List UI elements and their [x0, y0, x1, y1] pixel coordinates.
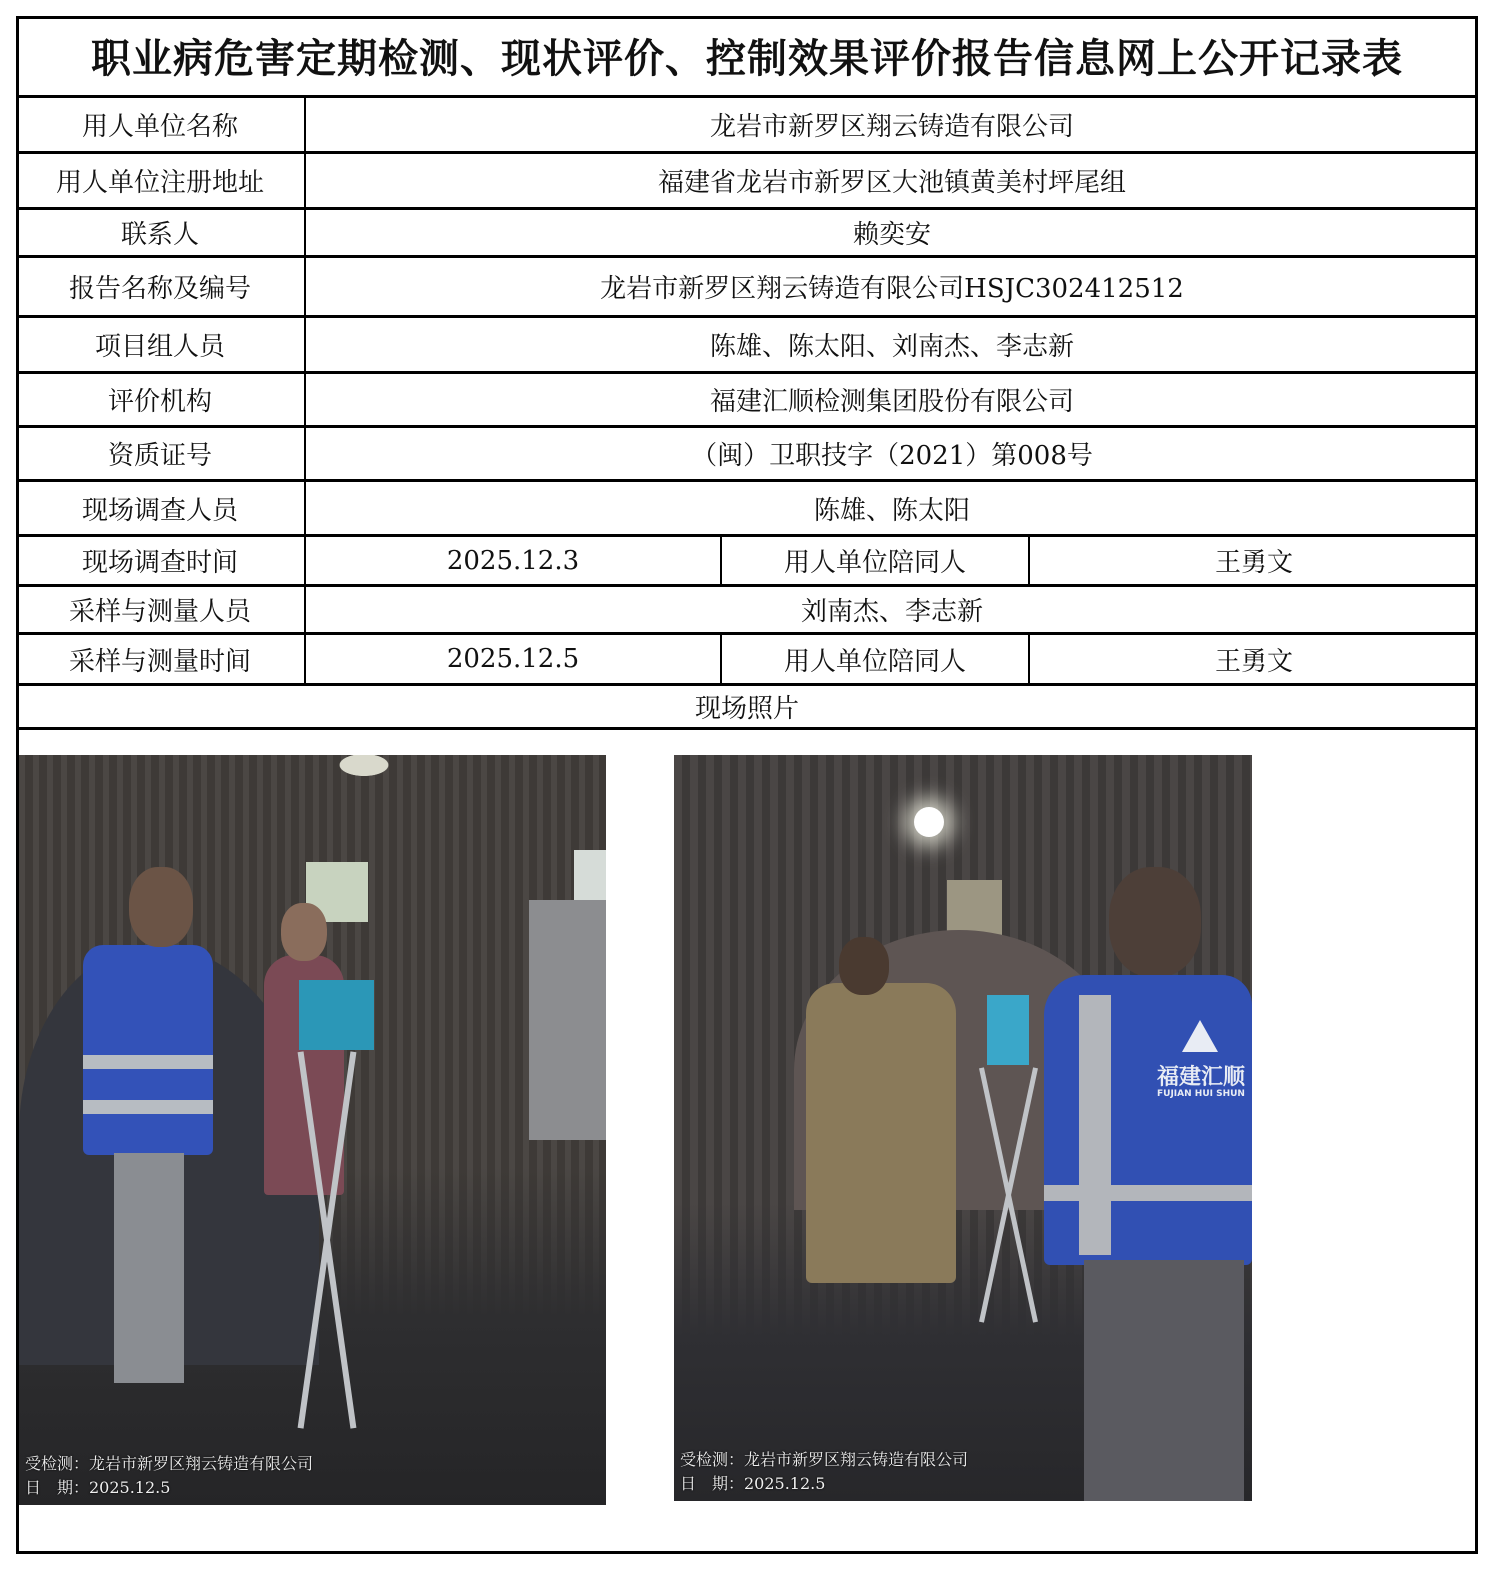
label-survey-staff: 现场调查人员: [16, 482, 306, 534]
worker-camouflage-head: [839, 937, 889, 995]
label-certificate: 资质证号: [16, 428, 306, 479]
site-photo-2: [674, 755, 1252, 1501]
value-company-name: 龙岩市新罗区翔云铸造有限公司: [709, 112, 1074, 142]
value-survey-staff: 陈雄、陈太阳: [813, 495, 970, 526]
sampler-instrument: [987, 995, 1029, 1065]
value-report: 龙岩市新罗区翔云铸造有限公司HSJC302412512: [600, 274, 1184, 304]
photo-2-watermark-date: 日 期：2025.12.5: [680, 1474, 826, 1493]
vest-stripe: [1079, 995, 1111, 1255]
label-report: 报告名称及编号: [16, 258, 306, 315]
row-sampling-staff: [16, 587, 1478, 635]
worker-head: [129, 867, 193, 947]
value-sampling-staff: 刘南杰、李志新: [800, 597, 983, 627]
label-contact: 联系人: [16, 210, 306, 255]
vest-stripe: [83, 1100, 213, 1114]
row-address: [16, 154, 1478, 210]
row-company-name: [16, 98, 1478, 154]
value-sampling-date: 2025.12.5: [306, 635, 722, 683]
row-contact: [16, 210, 1478, 258]
row-report: [16, 258, 1478, 318]
value-address: 福建省龙岩市新罗区大池镇黄美村坪尾组: [657, 168, 1126, 198]
label-address: 用人单位注册地址: [16, 154, 306, 207]
document-title: 职业病危害定期检测、现状评价、控制效果评价报告信息网上公开记录表: [16, 16, 1478, 98]
value-certificate: （闽）卫职技字（2021）第008号: [691, 441, 1093, 471]
vest-brand-text: 福建汇顺: [1157, 1065, 1246, 1090]
label-survey-companion: 用人单位陪同人: [722, 537, 1030, 584]
value-project-team: 陈雄、陈太阳、刘南杰、李志新: [709, 332, 1074, 362]
row-project-team: [16, 318, 1478, 374]
row-certificate: [16, 428, 1478, 482]
vest-stripe: [83, 1055, 213, 1069]
vest-logo-icon: [1182, 1020, 1218, 1052]
inspector-head: [1109, 867, 1201, 977]
worker-vest: [83, 945, 213, 1155]
value-contact: 赖奕安: [852, 220, 931, 250]
row-survey-staff: [16, 482, 1478, 537]
value-sampling-companion: 王勇文: [1214, 646, 1293, 677]
photo-2-watermark-company: 受检测：龙岩市新罗区翔云铸造有限公司: [680, 1450, 969, 1469]
photo-1-watermark-date: 日 期：2025.12.5: [25, 1478, 171, 1497]
vest-brand-subtext: FUJIAN HUI SHUN: [1157, 1089, 1245, 1099]
row-sampling-time: [16, 635, 1478, 686]
worker-legs: [114, 1153, 184, 1383]
value-survey-date: 2025.12.3: [306, 537, 722, 584]
row-survey-time: [16, 537, 1478, 587]
value-agency: 福建汇顺检测集团股份有限公司: [709, 387, 1074, 417]
row-agency: [16, 374, 1478, 428]
label-sampling-staff: 采样与测量人员: [16, 587, 306, 632]
vest-stripe: [1044, 1185, 1252, 1201]
sampler-instrument: [299, 980, 374, 1050]
worker-camouflage: [806, 983, 956, 1283]
second-worker-head: [281, 903, 327, 961]
row-photos-header: [16, 686, 1478, 730]
concrete-wall: [529, 900, 606, 1140]
value-survey-companion: 王勇文: [1214, 548, 1293, 578]
label-project-team: 项目组人员: [16, 318, 306, 371]
label-company-name: 用人单位名称: [16, 98, 306, 151]
photo-1-watermark-company: 受检测：龙岩市新罗区翔云铸造有限公司: [25, 1454, 314, 1473]
label-sampling-time: 采样与测量时间: [16, 635, 306, 683]
label-sampling-companion: 用人单位陪同人: [722, 635, 1030, 683]
label-agency: 评价机构: [16, 374, 306, 425]
label-survey-time: 现场调查时间: [16, 537, 306, 584]
light-bulb: [914, 807, 944, 837]
photos-header: 现场照片: [694, 694, 799, 724]
inspector-vest: [1044, 975, 1252, 1265]
inspector-legs: [1084, 1260, 1244, 1501]
site-photo-1: [19, 755, 606, 1505]
